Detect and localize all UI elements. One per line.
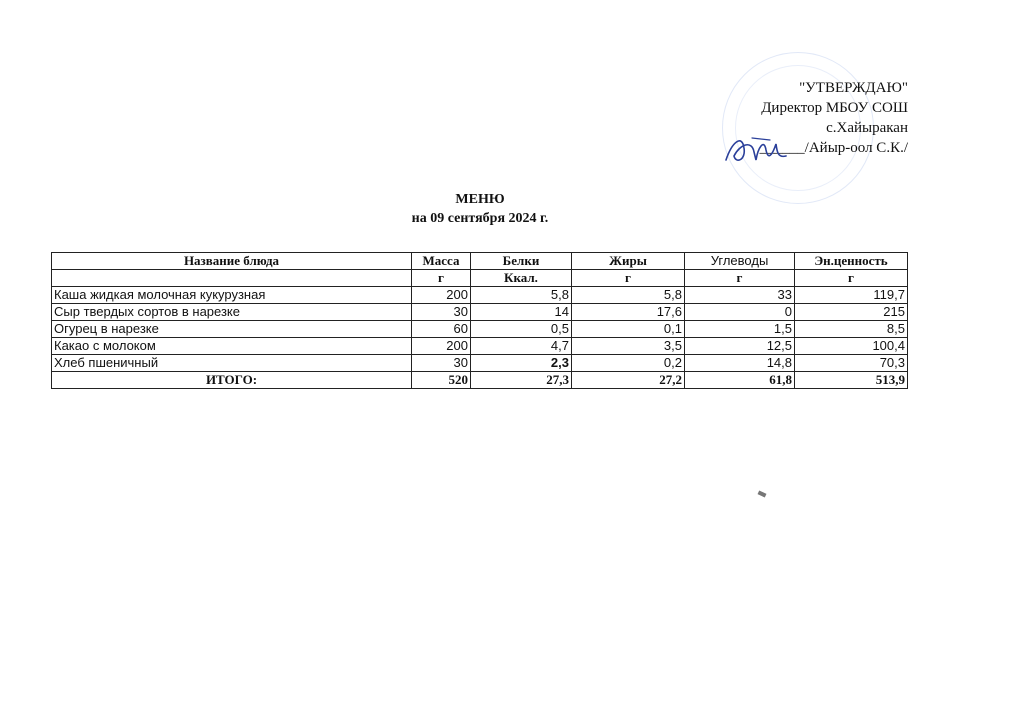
unit-dish-name [52, 270, 412, 287]
dish-carbs: 0 [685, 304, 795, 321]
table-header-row [52, 253, 908, 270]
dish-mass: 200 [412, 287, 471, 304]
dish-fat: 3,5 [572, 338, 685, 355]
scan-speck [758, 490, 767, 497]
menu-table [51, 252, 908, 389]
unit-carbs: г [685, 270, 795, 287]
total-energy: 513,9 [795, 372, 908, 389]
table-row [52, 355, 908, 372]
total-carbs: 61,8 [685, 372, 795, 389]
dish-carbs: 1,5 [685, 321, 795, 338]
dish-energy: 100,4 [795, 338, 908, 355]
header-fat: Жиры [572, 253, 685, 270]
table-row [52, 321, 908, 338]
dish-protein: 0,5 [471, 321, 572, 338]
signature-blank: ______ [759, 140, 805, 156]
dish-fat: 17,6 [572, 304, 685, 321]
approval-heading: "УТВЕРЖДАЮ" [799, 80, 908, 96]
dish-energy: 70,3 [795, 355, 908, 372]
menu-date: на 09 сентября 2024 г. [411, 211, 549, 226]
dish-name: Сыр твердых сортов в нарезке [52, 304, 412, 321]
unit-fat: г [572, 270, 685, 287]
header-protein: Белки [471, 253, 572, 270]
total-label: ИТОГО: [52, 372, 412, 389]
dish-mass: 30 [412, 304, 471, 321]
dish-fat: 0,1 [572, 321, 685, 338]
unit-mass: г [412, 270, 471, 287]
dish-carbs: 14,8 [685, 355, 795, 372]
total-protein: 27,3 [471, 372, 572, 389]
dish-protein: 14 [471, 304, 572, 321]
unit-protein: Ккал. [471, 270, 572, 287]
dish-name: Каша жидкая молочная кукурузная [52, 287, 412, 304]
dish-protein: 2,3 [471, 355, 572, 372]
dish-mass: 200 [412, 338, 471, 355]
dish-mass: 60 [412, 321, 471, 338]
table-total-row [52, 372, 908, 389]
approval-school-location: с.Хайыракан [826, 120, 908, 136]
table-units-row [52, 270, 908, 287]
table-row [52, 287, 908, 304]
approval-signer-name: /Айыр-оол С.К./ [804, 140, 908, 156]
dish-energy: 119,7 [795, 287, 908, 304]
header-mass: Масса [412, 253, 471, 270]
dish-fat: 0,2 [572, 355, 685, 372]
dish-carbs: 12,5 [685, 338, 795, 355]
unit-energy: г [795, 270, 908, 287]
dish-energy: 215 [795, 304, 908, 321]
dish-energy: 8,5 [795, 321, 908, 338]
table-row [52, 304, 908, 321]
menu-title [0, 190, 960, 228]
dish-name: Огурец в нарезке [52, 321, 412, 338]
header-dish-name: Название блюда [52, 253, 412, 270]
dish-protein: 5,8 [471, 287, 572, 304]
menu-heading: МЕНЮ [455, 192, 505, 207]
header-energy: Эн.ценность [795, 253, 908, 270]
approval-position: Директор МБОУ СОШ [761, 100, 908, 116]
header-carbs: Углеводы [685, 253, 795, 270]
dish-mass: 30 [412, 355, 471, 372]
handwritten-signature [722, 130, 792, 175]
dish-fat: 5,8 [572, 287, 685, 304]
dish-name: Хлеб пшеничный [52, 355, 412, 372]
dish-protein: 4,7 [471, 338, 572, 355]
dish-carbs: 33 [685, 287, 795, 304]
dish-name: Какао с молоком [52, 338, 412, 355]
total-fat: 27,2 [572, 372, 685, 389]
total-mass: 520 [412, 372, 471, 389]
table-row [52, 338, 908, 355]
